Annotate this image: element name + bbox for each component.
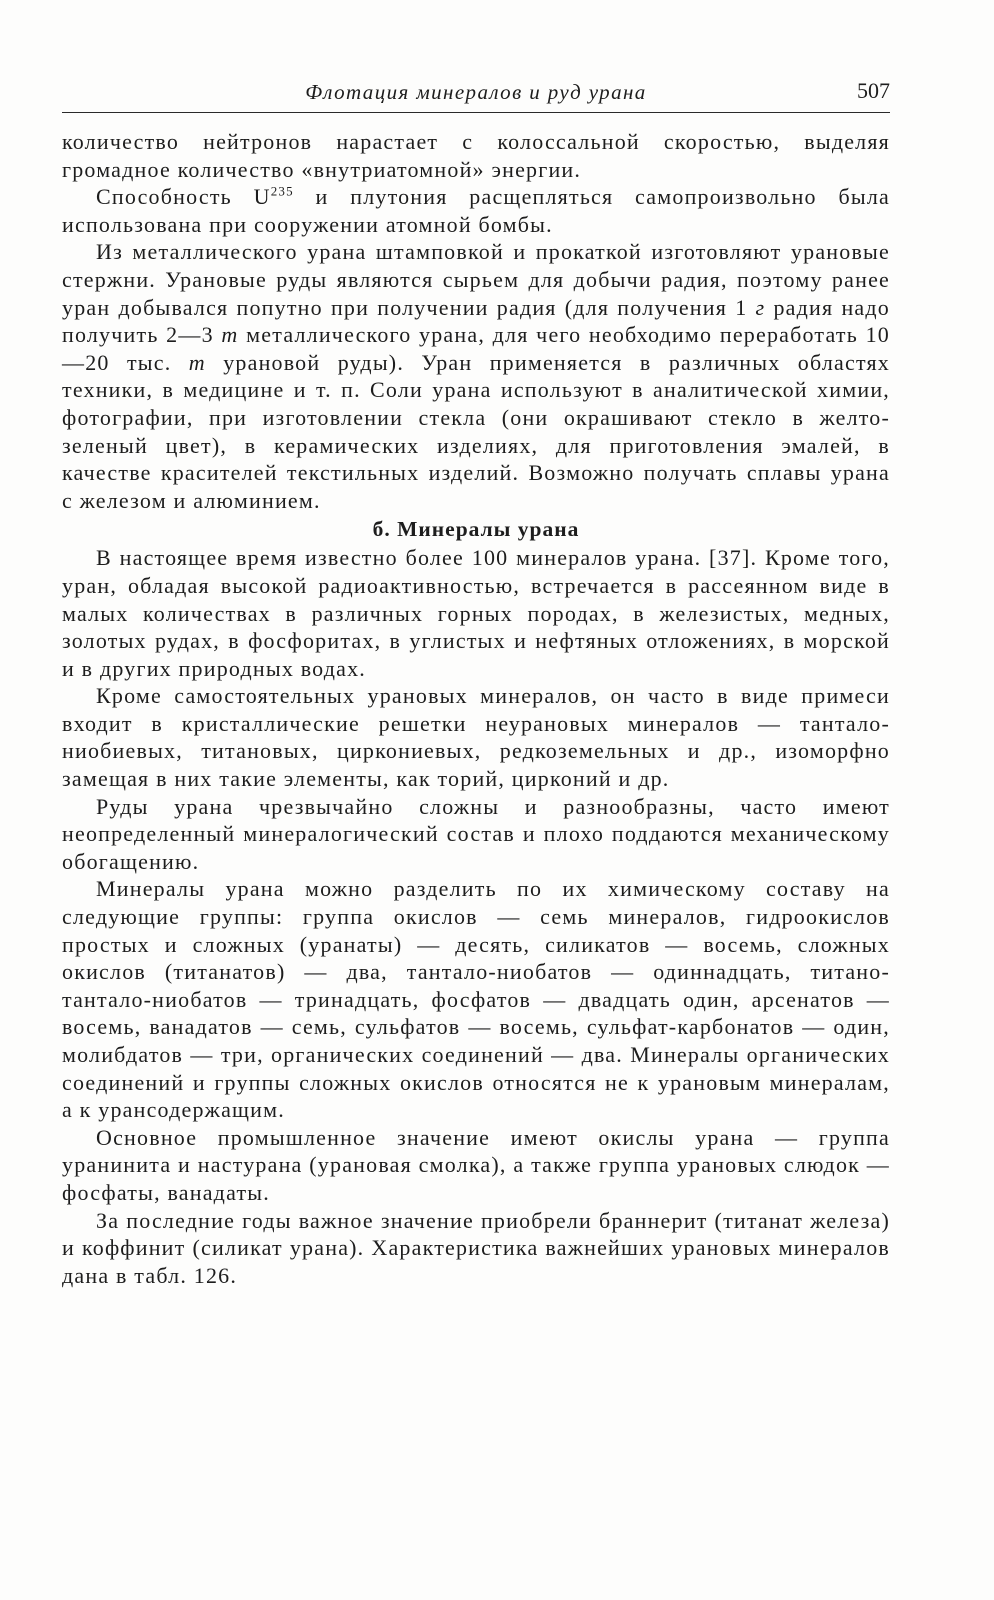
paragraph-uranium-uses xyxy=(62,238,890,514)
paragraph-continued: количество нейтронов нарастает с колоссальной скоростью, выделяя громадное количество «внутриатомной» энергии. xyxy=(62,129,890,182)
unit-gram: г xyxy=(755,294,766,320)
section-title: б. Минералы урана xyxy=(372,517,580,542)
running-title: Флотация минералов и руд урана xyxy=(305,80,647,104)
paragraph-mineral-groups: Минералы урана можно разделить по их химическому составу на следующие группы: группа окислов — семь минералов, гидроокислов простых и сложных (уранаты) — десять, силикатов — восемь, сложных окислов (титанатов) — два, тантало-ниобатов — одиннадцать, титано-тантало-ниобатов — тринадцать, фосфатов — двадцать один, арсенатов — восемь, ванадатов — семь, сульфатов — восемь, сульфат-карбонатов — один, молибдатов — три, органических соединений — два. Минералы органических соединений и группы сложных окислов относятся не к урановым минералам, а к урансодержащим. xyxy=(62,876,890,1123)
paragraph-text: Из металлического урана штамповкой и прокаткой изготовляют урановые стержни. Урановые руды являются сырьем для добычи радия, поэтому ранее уран добывался попутно при получении радия (для получения 1 xyxy=(62,239,890,320)
isotope-superscript: 235 xyxy=(270,183,294,199)
unit-ton: т xyxy=(188,349,206,375)
paragraph-brannerite-coffinite: За последние годы важное значение приобрели браннерит (титанат железа) и коффинит (силикат урана). Характеристика важнейших урановых минералов дана в табл. 126. xyxy=(62,1207,890,1288)
page-number: 507 xyxy=(857,78,890,103)
paragraph-uranium-fission xyxy=(62,183,890,238)
paragraph-industrial-value: Основное промышленное значение имеют окислы урана — группа уранинита и настурана (урановая смолка), а также группа урановых слюдок — фосфаты, ванадаты. xyxy=(62,1124,890,1205)
unit-ton: т xyxy=(221,322,239,348)
page-body xyxy=(62,128,890,1289)
paragraph-text: урановой руды). Уран применяется в различных областях техники, в медицине и т. п. Соли урана используют в аналитической химии, фотографии, при изготовлении стекла (они окрашивают стекло в желто-зеленый цвет), в керамических изделиях, для приготовления эмалей, в качестве красителей текстильных изделий. Возможно получать сплавы урана с железом и алюминием. xyxy=(62,349,891,513)
paragraph-minerals-count: В настоящее время известно более 100 минералов урана. [37]. Кроме того, уран, обладая высокой радиоактивностью, встречается в рассеянном виде в малых количествах в различных горных породах, в железистых, медных, золотых рудах, в фосфоритах, в углистых и нефтяных отложениях, в морской и в других природных водах. xyxy=(62,545,890,681)
paragraph-ore-complexity: Руды урана чрезвычайно сложны и разнообразны, часто имеют неопределенный минералогический состав и плохо поддаются механическому обогащению. xyxy=(62,793,890,874)
paragraph-text: Способность U xyxy=(96,184,271,210)
paragraph-text: металлического урана, для чего необходимо переработать 10—20 тыс. xyxy=(62,322,890,375)
paragraph-impurities: Кроме самостоятельных урановых минералов, он часто в виде примеси входит в кристаллические решетки неурановых минералов — тантало-ниобиевых, титановых, циркониевых, редкоземельных и др., изоморфно замещая в них такие элементы, как торий, цирконий и др. xyxy=(62,683,890,792)
paragraph-text: радия надо получить 2—3 xyxy=(62,294,890,348)
page-header xyxy=(62,78,890,113)
paragraph-text: и плутония расщепляться самопроизвольно была использована при сооружении атомной бомбы. xyxy=(62,184,890,237)
